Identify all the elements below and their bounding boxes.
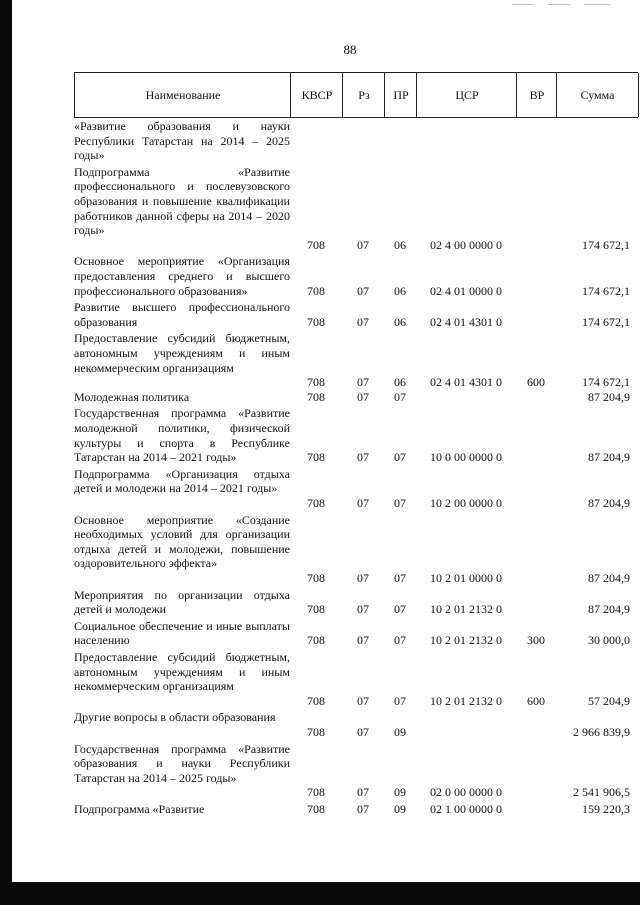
cell-rz: 07 [357, 283, 369, 298]
row-name: Предоставление субсидий бюджетным, автономным учреждениям и иным некоммерческим организациям [74, 331, 290, 375]
header-csr: ЦСР [416, 73, 517, 117]
cell-csr: 10 2 01 2132 0 [430, 602, 502, 617]
cell-rz: 07 [357, 802, 369, 816]
cell-csr: 10 2 01 2132 0 [430, 693, 502, 708]
cell-kvsr: 708 [307, 633, 325, 648]
cell-kvsr: 708 [307, 693, 325, 708]
cell-kvsr: 708 [307, 375, 325, 390]
scan-bottom-edge [0, 882, 640, 905]
table-row [74, 650, 638, 708]
cell-kvsr: 708 [307, 283, 325, 298]
row-name: Другие вопросы в области образования [74, 710, 276, 725]
cell-sum: 174 672,1 [582, 283, 630, 298]
row-name: Основное мероприятие «Организация предоставления среднего и высшего профессионального образования» [74, 254, 290, 298]
cell-vr: 600 [527, 375, 545, 390]
cell-sum: 30 000,0 [588, 633, 630, 648]
cell-pr: 06 [394, 283, 406, 298]
row-name: Подпрограмма «Развитие профессионального и послевузовского образования и повышение квалификации работников данной сферы на 2014 – 2020 годы» [74, 164, 290, 238]
cell-kvsr: 708 [307, 785, 325, 800]
cell-sum: 2 966 839,9 [573, 724, 630, 739]
cell-csr: 02 4 01 0000 0 [430, 283, 502, 298]
table-row [74, 710, 638, 739]
cell-vr: 600 [527, 693, 545, 708]
cell-csr: 10 2 01 2132 0 [430, 633, 502, 648]
table-row [74, 619, 638, 648]
cell-rz: 07 [357, 570, 369, 585]
cell-kvsr: 708 [307, 389, 325, 404]
table-row [74, 467, 638, 511]
row-name: Молодежная политика [74, 389, 190, 404]
cell-csr: 10 0 00 0000 0 [430, 450, 502, 465]
cell-rz: 07 [357, 389, 369, 404]
cell-pr: 09 [394, 785, 406, 800]
row-name: Основное мероприятие «Создание необходимых условий для организации отдыха детей и молодежи, повышение оздоровительного эффекта» [74, 512, 290, 571]
header-sum: Сумма [556, 73, 639, 117]
cell-sum: 2 541 906,5 [573, 785, 630, 800]
cell-csr: 02 4 00 0000 0 [430, 237, 502, 252]
cell-rz: 07 [357, 785, 369, 800]
cell-rz: 07 [357, 633, 369, 648]
header-name: Наименование [74, 73, 291, 117]
cell-pr: 06 [394, 314, 406, 329]
cell-sum: 87 204,9 [588, 450, 630, 465]
scan-left-edge [0, 0, 12, 905]
row-name: Государственная программа «Развитие образования и науки Республики Татарстан на 2014 – 2025 годы» [74, 741, 290, 785]
cell-sum: 174 672,1 [582, 375, 630, 390]
cell-kvsr: 708 [307, 450, 325, 465]
cell-sum: 87 204,9 [588, 570, 630, 585]
header-vr: ВР [516, 73, 557, 117]
cell-sum: 87 204,9 [588, 495, 630, 510]
cell-sum: 57 204,9 [588, 693, 630, 708]
table-row [74, 300, 638, 329]
cell-rz: 07 [357, 375, 369, 390]
cell-pr: 07 [394, 389, 406, 404]
cell-pr: 07 [394, 450, 406, 465]
table-row [74, 588, 638, 617]
cell-rz: 07 [357, 450, 369, 465]
table-row [74, 513, 638, 586]
page-number: 88 [343, 42, 357, 57]
cell-pr: 09 [394, 724, 406, 739]
table-row [74, 390, 638, 405]
table-row [74, 119, 638, 163]
cell-kvsr: 708 [307, 802, 325, 816]
header-pr: ПР [384, 73, 417, 117]
cell-kvsr: 708 [307, 314, 325, 329]
cell-pr: 07 [394, 693, 406, 708]
cell-pr: 06 [394, 375, 406, 390]
table-row [74, 802, 638, 817]
cell-kvsr: 708 [307, 570, 325, 585]
cell-pr: 07 [394, 602, 406, 617]
table-header [74, 72, 638, 118]
cell-sum: 87 204,9 [588, 389, 630, 404]
table-row [74, 254, 638, 298]
cell-csr: 02 4 01 4301 0 [430, 314, 502, 329]
cell-rz: 07 [357, 237, 369, 252]
row-name: Социальное обеспечение и иные выплаты населению [74, 618, 290, 648]
cell-sum: 174 672,1 [582, 314, 630, 329]
row-name: Предоставление субсидий бюджетным, автономным учреждениям и иным некоммерческим организациям [74, 650, 290, 694]
header-kvsr: КВСР [290, 73, 343, 117]
cell-csr: 10 2 00 0000 0 [430, 495, 502, 510]
row-name: Подпрограмма «Организация отдыха детей и молодежи на 2014 – 2021 годы» [74, 466, 290, 496]
cell-rz: 07 [357, 724, 369, 739]
cell-csr: 02 0 00 0000 0 [430, 785, 502, 800]
budget-table [74, 72, 638, 816]
scan-mark [548, 4, 570, 5]
table-row [74, 331, 638, 389]
row-name: Подпрограмма «Развитие [74, 802, 205, 816]
cell-kvsr: 708 [307, 602, 325, 617]
cell-csr: 10 2 01 0000 0 [430, 570, 502, 585]
cell-kvsr: 708 [307, 237, 325, 252]
scan-mark [584, 4, 610, 5]
table-row [74, 406, 638, 464]
cell-kvsr: 708 [307, 724, 325, 739]
cell-pr: 07 [394, 495, 406, 510]
cell-sum: 87 204,9 [588, 602, 630, 617]
row-name: Мероприятия по организации отдыха детей и молодежи [74, 587, 290, 617]
cell-rz: 07 [357, 495, 369, 510]
cell-csr: 02 4 01 4301 0 [430, 375, 502, 390]
row-name: Государственная программа «Развитие молодежной политики, физической культуры и спорта в Республике Татарстан на 2014 – 2021 годы» [74, 406, 290, 465]
header-rz: Рз [342, 73, 385, 117]
cell-pr: 06 [394, 237, 406, 252]
cell-pr: 09 [394, 802, 406, 816]
table-row [74, 165, 638, 253]
cell-rz: 07 [357, 602, 369, 617]
cell-vr: 300 [527, 633, 545, 648]
table-row [74, 742, 638, 800]
cell-sum: 174 672,1 [582, 237, 630, 252]
cell-sum: 159 220,3 [582, 802, 630, 816]
cell-pr: 07 [394, 570, 406, 585]
cell-kvsr: 708 [307, 495, 325, 510]
cell-pr: 07 [394, 633, 406, 648]
cell-csr: 02 1 00 0000 0 [430, 802, 502, 816]
cell-rz: 07 [357, 693, 369, 708]
cell-rz: 07 [357, 314, 369, 329]
row-name: Развитие высшего профессионального образования [74, 300, 290, 329]
scan-mark [512, 4, 534, 5]
row-name: «Развитие образования и науки Республики Татарстан на 2014 – 2025 годы» [74, 119, 290, 163]
